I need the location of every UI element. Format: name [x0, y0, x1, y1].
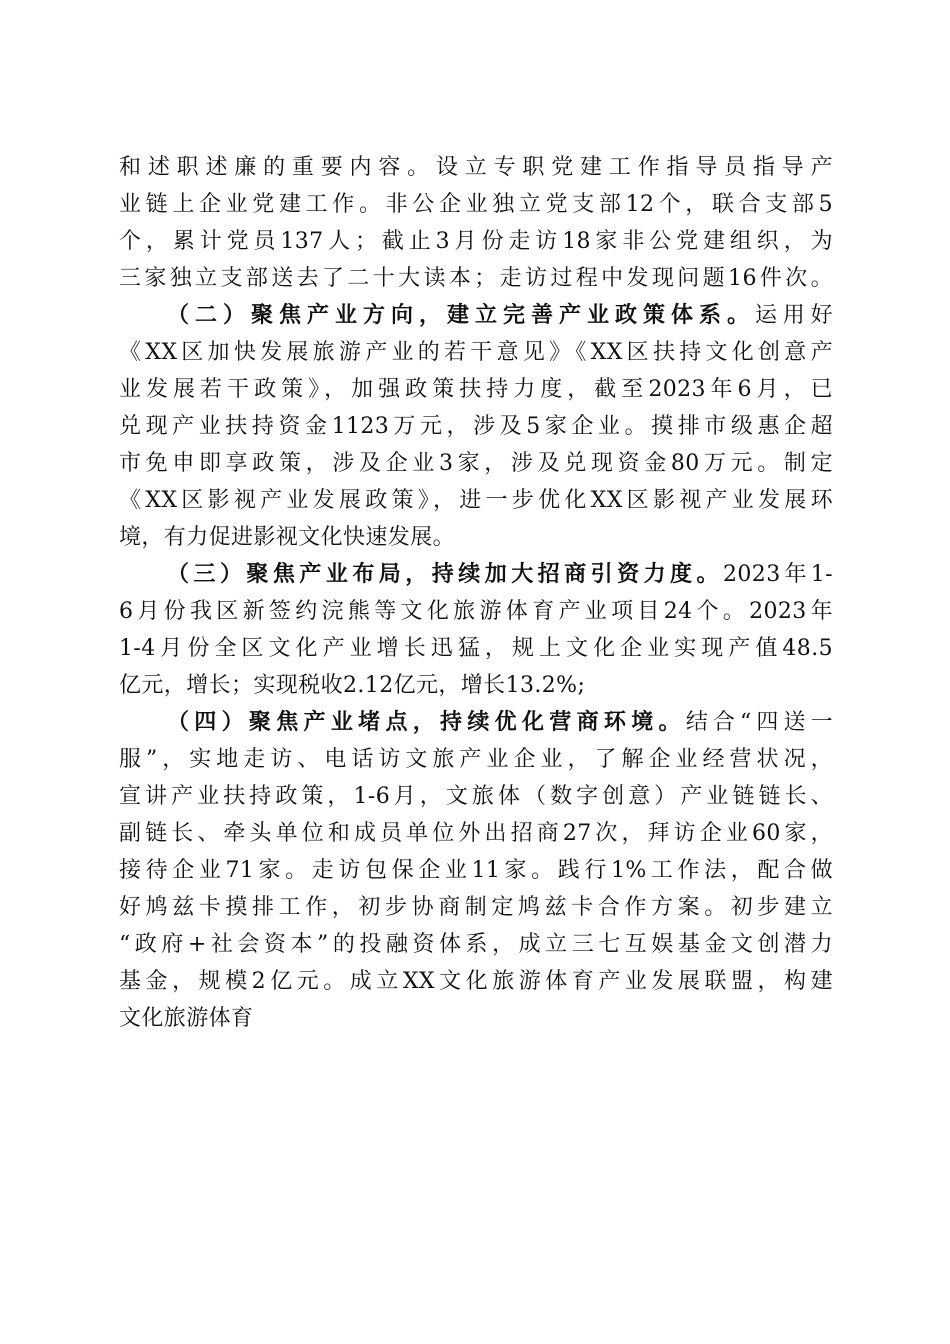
text-line: 个，累计党员137人；截止3月份走访18家非公党建组织，为: [119, 229, 833, 254]
text-line: “政府+社会资本”的投融资体系，成立三七互娱基金文创潜力: [119, 932, 833, 957]
text-line: 业发展若干政策》，加强政策扶持力度，截至2023年6月，已: [119, 377, 833, 402]
document-body: [119, 149, 833, 1037]
text-line: 和述职述廉的重要内容。设立专职党建工作指导员指导产: [119, 155, 833, 180]
text-line-first: [119, 704, 833, 741]
section-heading: （二）聚焦产业方向，建立完善产业政策体系。: [167, 303, 755, 328]
text-line-first: [119, 556, 833, 593]
paragraph-investment: [119, 556, 833, 704]
text-line: 《XX区加快发展旅游产业的若干意见》《XX区扶持文化创意产: [119, 340, 833, 365]
text-line: 6月份我区新签约浣熊等文化旅游体育产业项目24个。2023年: [119, 599, 833, 624]
text-line: 亿元，增长；实现税收2.12亿元，增长13.2%;: [119, 673, 586, 698]
text-line: 接待企业71家。走访包保企业11家。践行1%工作法，配合做: [119, 858, 833, 883]
text-line: 三家独立支部送去了二十大读本；走访过程中发现问题16件次。: [119, 266, 833, 291]
paragraph-policy-system: [119, 297, 833, 556]
text-line: 好鸠兹卡摸排工作，初步协商制定鸠兹卡合作方案。初步建立: [119, 895, 833, 920]
heading-continuation: 2023年1-: [723, 562, 833, 587]
text-line: 1-4月份全区文化产业增长迅猛，规上文化企业实现产值48.5: [119, 636, 833, 661]
paragraph-party-building: [119, 149, 833, 297]
heading-continuation: 结合“四送一: [685, 710, 833, 735]
text-line: 宣讲产业扶持政策，1-6月，文旅体（数字创意）产业链链长、: [119, 784, 833, 809]
text-line-first: [119, 297, 833, 334]
text-line: 兑现产业扶持资金1123万元，涉及5家企业。摸排市级惠企超: [119, 414, 833, 439]
heading-continuation: 运用好: [755, 303, 833, 328]
paragraph-business-environment: [119, 704, 833, 1037]
text-line: 境，有力促进影视文化快速发展。: [119, 525, 456, 550]
text-line: 文化旅游体育: [119, 1006, 254, 1031]
text-line: 服”，实地走访、电话访文旅产业企业，了解企业经营状况，: [119, 747, 833, 772]
text-line: 市免申即享政策，涉及企业3家，涉及兑现资金80万元。制定: [119, 451, 833, 476]
section-heading: （四）聚焦产业堵点，持续优化营商环境。: [167, 710, 686, 735]
text-line: 基金，规模2亿元。成立XX文化旅游体育产业发展联盟，构建: [119, 969, 833, 994]
text-line: 《XX区影视产业发展政策》，进一步优化XX区影视产业发展环: [119, 488, 833, 513]
section-heading: （三）聚焦产业布局，持续加大招商引资力度。: [167, 562, 724, 587]
text-line: 业链上企业党建工作。非公企业独立党支部12个，联合支部5: [119, 192, 833, 217]
text-line: 副链长、牵头单位和成员单位外出招商27次，拜访企业60家，: [119, 821, 833, 846]
